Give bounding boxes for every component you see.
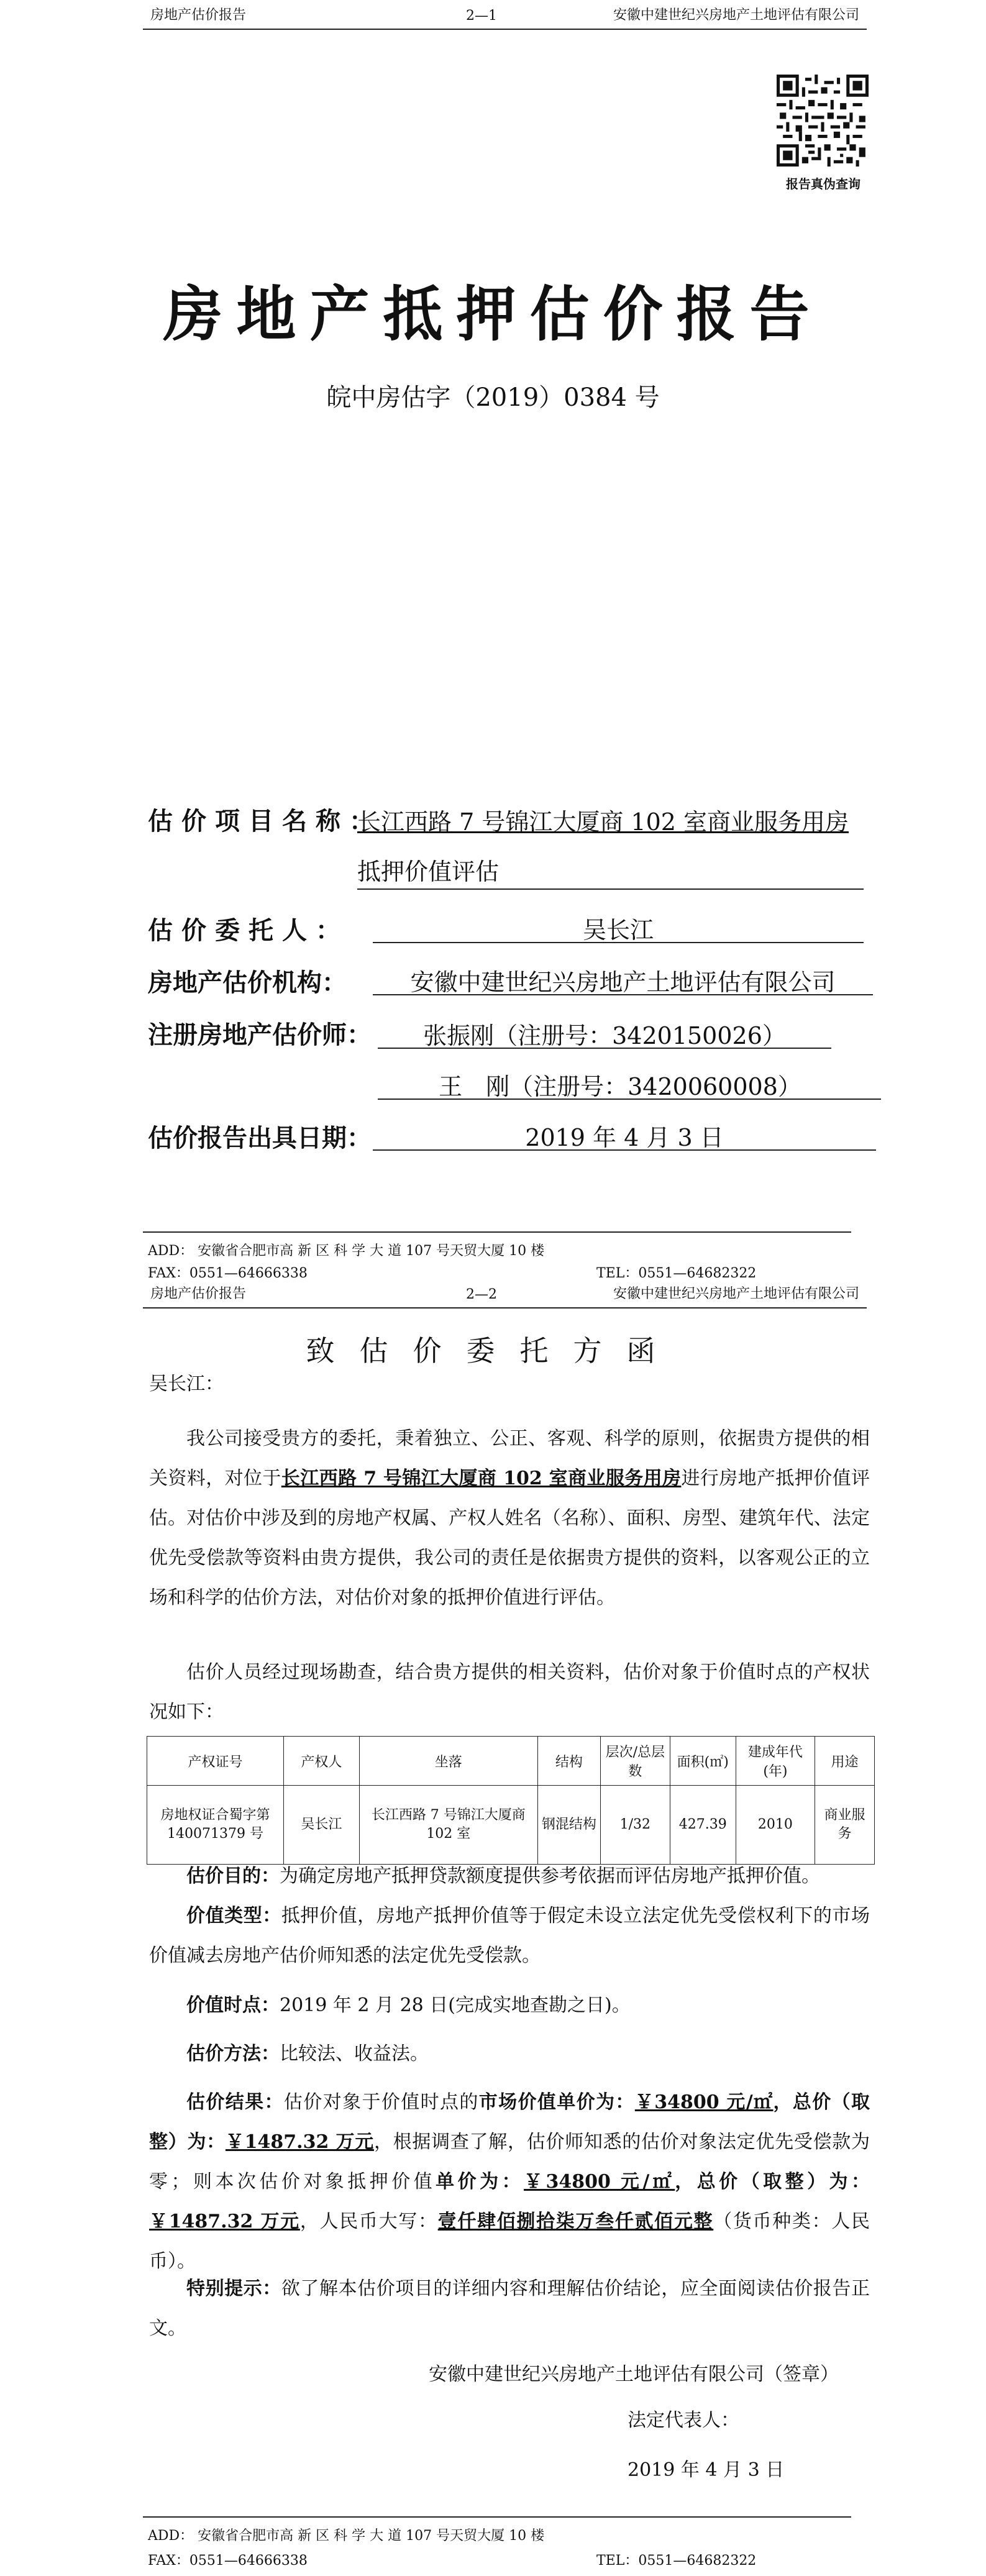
value-time-paragraph: 价值时点：2019 年 2 月 28 日(完成实地查勘之日)。 [186,1994,631,2016]
project-label: 估价项目名称： [148,806,383,836]
table-header-cell: 产权证号 [147,1737,284,1786]
purpose-label: 估价目的： [186,1865,280,1887]
header-page-number: 2—1 [466,8,497,24]
header-page-number: 2—2 [466,1287,497,1302]
value-time-label: 价值时点： [186,1994,280,2016]
notice-label: 特别提示： [186,2278,281,2300]
footer-divider [143,2516,851,2518]
mortgage-total-price: ￥1487.32 万元 [149,2211,300,2232]
underline [373,1149,876,1151]
underline [378,1098,881,1100]
table-header-cell: 用途 [815,1737,874,1786]
property-table [147,1736,875,1865]
salutation: 吴长江： [149,1373,224,1395]
paragraph-property-status: 估价人员经过现场勘查，结合贵方提供的相关资料，估价对象于价值时点的产权状况如下： [149,1661,870,1723]
page-header [143,0,867,30]
table-header-cell: 坐落 [359,1737,537,1786]
date-label: 估价报告出具日期： [148,1123,372,1153]
notice-paragraph: 特别提示：欲了解本估价项目的详细内容和理解估价结论，应全面阅读估价报告正文。 [149,2278,870,2339]
qr-caption: 报告真伪查询 [786,176,860,191]
table-header-cell: 建成年代(年) [736,1737,815,1786]
date-value: 2019 年 4 月 3 日 [525,1124,724,1151]
signature-representative: 法定代表人： [628,2409,739,2431]
agency-label: 房地产估价机构： [148,968,347,997]
header-left: 房地产估价报告 [150,1286,247,1302]
table-cell: 商业服务 [815,1786,874,1865]
report-number: 皖中房估字（2019）0384 号 [326,383,660,412]
table-cell: 1/32 [601,1786,670,1865]
table-cell: 长江西路 7 号锦江大厦商 102 室 [359,1786,537,1865]
table-cell: 钢混结构 [537,1786,600,1865]
method-label: 估价方法： [186,2043,280,2065]
value-type-paragraph: 价值类型：抵押价值，房地产抵押价值等于假定未设立法定优先受偿权利下的市场价值减去房地产估价师知悉的法定优先受偿款。 [149,1905,870,1966]
table-cell: 房地权证合蜀字第 140071379 号 [147,1786,284,1865]
mortgage-unit-price: ￥34800 元/㎡ [524,2171,675,2193]
client-label: 估价委托人： [148,916,349,945]
table-cell: 2010 [736,1786,815,1865]
underline [357,888,864,890]
underline [378,1048,831,1049]
footer-address: ADD： 安徽省合肥市高 新 区 科 学 大 道 107 号天贸大厦 10 楼 [148,1243,545,1259]
unit-price: ￥34800 元/㎡ [634,2091,774,2113]
table-header-cell: 层次/总层数 [601,1737,670,1786]
footer-divider [143,1231,851,1233]
value-type-label: 价值类型： [186,1905,281,1927]
header-left: 房地产估价报告 [150,7,247,23]
underline [373,942,864,943]
result-label: 估价结果： [186,2091,284,2113]
appraiser-label: 注册房地产估价师： [148,1020,372,1049]
signature-date: 2019 年 4 月 3 日 [628,2459,785,2481]
table-header-cell: 结构 [537,1737,600,1786]
header-right: 安徽中建世纪兴房地产土地评估有限公司 [613,1286,859,1302]
client-value: 吴长江 [582,916,654,944]
table-header-cell: 产权人 [283,1737,359,1786]
project-value-line2: 抵押价值评估 [357,858,500,885]
agency-value: 安徽中建世纪兴房地产土地评估有限公司 [410,969,836,996]
table-row [147,1786,875,1865]
result-paragraph: 估价结果：估价对象于价值时点的市场价值单价为：￥34800 元/㎡，总价（取整）为：￥1487.32 万元，根据调查了解，估价师知悉的估价对象法定优先受偿款为零；则本次估价对象抵押价值单价为：￥34800 元/㎡，总价（取整）为：￥1487.32 万元，人民币大写：壹仟肆佰捌拾柒万叁仟贰佰元整（货币种类：人民币）。 [149,2091,870,2272]
footer-address: ADD： 安徽省合肥市高 新 区 科 学 大 道 107 号天贸大厦 10 楼 [148,2528,545,2544]
underline [373,994,873,995]
footer-fax: FAX：0551—64666338 [148,2553,308,2569]
table-header-cell: 面积(㎡) [670,1737,736,1786]
appraisal-object: 长江西路 7 号锦江大厦商 102 室商业服务用房 [281,1468,682,1489]
page-header [143,1279,867,1309]
paragraph-intro: 我公司接受贵方的委托，秉着独立、公正、客观、科学的原则，依据贵方提供的相关资料，对位于长江西路 7 号锦江大厦商 102 室商业服务用房进行房地产抵押价值评估。对估价中涉及到的房地产权属、产权人姓名（名称）、面积、房型、建筑年代、法定优先受偿款等资料由贵方提供，我公司的责任是依据贵方提供的资料，以客观公正的立场和科学的估价方法，对估价对象的抵押价值进行评估。 [149,1428,870,1609]
table-cell: 427.39 [670,1786,736,1865]
footer-fax: FAX：0551—64666338 [148,1266,308,1281]
amount-in-words: 壹仟肆佰捌拾柒万叁仟贰佰元整 [437,2211,714,2232]
appraiser-1: 张振刚（注册号：3420150026） [423,1022,786,1049]
total-price: ￥1487.32 万元 [225,2131,374,2153]
footer-tel: TEL：0551—64682322 [596,1266,757,1281]
method-paragraph: 估价方法：比较法、收益法。 [186,2043,429,2065]
table-header-row [147,1737,875,1786]
project-value-line1: 长江西路 7 号锦江大厦商 102 室商业服务用房 [357,808,849,836]
signature-company: 安徽中建世纪兴房地产土地评估有限公司（签章） [429,2364,839,2385]
purpose-paragraph: 估价目的：为确定房地产抵押贷款额度提供参考依据而评估房地产抵押价值。 [186,1865,820,1887]
header-right: 安徽中建世纪兴房地产土地评估有限公司 [613,7,859,23]
appraiser-2: 王 刚（注册号：3420060008） [439,1073,801,1100]
table-cell: 吴长江 [283,1786,359,1865]
report-title: 房地产抵押估价报告 [163,279,823,349]
qr-code-icon [777,75,869,167]
letter-title: 致估价委托方函 [306,1334,680,1368]
footer-tel: TEL：0551—64682322 [596,2553,757,2569]
